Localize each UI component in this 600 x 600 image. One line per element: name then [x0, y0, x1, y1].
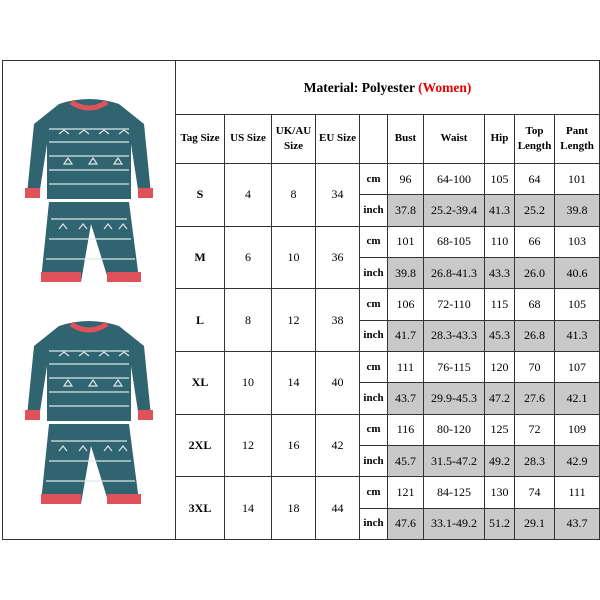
unit-inch-label: inch: [360, 195, 388, 226]
header-hip: Hip: [485, 114, 515, 164]
waist-value: 28.3-43.3: [424, 320, 485, 351]
header-tag-size: Tag Size: [176, 114, 225, 164]
unit-cm-label: cm: [360, 164, 388, 195]
header-us-size: US Size: [225, 114, 272, 164]
unit-inch-label: inch: [360, 445, 388, 476]
tag-size-cell: 3XL: [176, 477, 225, 540]
header-uk-au-size: UK/AU Size: [272, 114, 316, 164]
uk-au-size-cell: 14: [272, 351, 316, 414]
hip-value: 125: [485, 414, 515, 445]
hip-value: 110: [485, 226, 515, 257]
hip-value: 105: [485, 164, 515, 195]
uk-au-size-cell: 18: [272, 477, 316, 540]
hip-value: 120: [485, 351, 515, 382]
bust-value: 111: [388, 351, 424, 382]
unit-inch-label: inch: [360, 258, 388, 289]
product-image-cell: [3, 61, 176, 540]
tag-size-cell: XL: [176, 351, 225, 414]
hip-value: 43.3: [485, 258, 515, 289]
top-length-value: 64: [515, 164, 555, 195]
eu-size-cell: 38: [316, 289, 360, 352]
hip-value: 41.3: [485, 195, 515, 226]
pant-length-value: 40.6: [555, 258, 600, 289]
pant-length-value: 42.9: [555, 445, 600, 476]
bust-value: 96: [388, 164, 424, 195]
top-length-value: 27.6: [515, 383, 555, 414]
waist-value: 25.2-39.4: [424, 195, 485, 226]
pajama-top-shape-2: [25, 321, 153, 421]
eu-size-cell: 42: [316, 414, 360, 477]
header-eu-size: EU Size: [316, 114, 360, 164]
pajama-pants-shape-2: [41, 424, 141, 504]
pant-length-value: 41.3: [555, 320, 600, 351]
header-pant-length: Pant Length: [555, 114, 600, 164]
size-chart-table: [2, 60, 600, 540]
eu-size-cell: 40: [316, 351, 360, 414]
bust-value: 47.6: [388, 508, 424, 540]
waist-value: 26.8-41.3: [424, 258, 485, 289]
hip-value: 130: [485, 477, 515, 508]
gender-label: (Women): [418, 79, 472, 95]
bust-value: 101: [388, 226, 424, 257]
header-unit: [360, 114, 388, 164]
eu-size-cell: 34: [316, 164, 360, 227]
bust-value: 45.7: [388, 445, 424, 476]
eu-size-cell: 44: [316, 477, 360, 540]
tag-size-cell: S: [176, 164, 225, 227]
header-top-length: Top Length: [515, 114, 555, 164]
pant-length-value: 105: [555, 289, 600, 320]
pant-length-value: 111: [555, 477, 600, 508]
bust-value: 41.7: [388, 320, 424, 351]
us-size-cell: 4: [225, 164, 272, 227]
pant-length-value: 103: [555, 226, 600, 257]
material-label: Material: Polyester: [303, 79, 419, 95]
pajama-set-image-top: [19, 84, 159, 294]
pant-length-value: 109: [555, 414, 600, 445]
hip-value: 115: [485, 289, 515, 320]
top-length-value: 25.2: [515, 195, 555, 226]
uk-au-size-cell: 12: [272, 289, 316, 352]
us-size-cell: 8: [225, 289, 272, 352]
material-title: [176, 61, 600, 115]
top-length-value: 72: [515, 414, 555, 445]
pant-length-value: 107: [555, 351, 600, 382]
waist-value: 76-115: [424, 351, 485, 382]
top-length-value: 70: [515, 351, 555, 382]
bust-value: 37.8: [388, 195, 424, 226]
unit-cm-label: cm: [360, 414, 388, 445]
pajama-set-image-bottom: [19, 306, 159, 516]
us-size-cell: 10: [225, 351, 272, 414]
uk-au-size-cell: 8: [272, 164, 316, 227]
pant-length-value: 43.7: [555, 508, 600, 540]
pajama-pants-shape: [41, 202, 141, 282]
unit-cm-label: cm: [360, 289, 388, 320]
pant-length-value: 42.1: [555, 383, 600, 414]
unit-inch-label: inch: [360, 383, 388, 414]
eu-size-cell: 36: [316, 226, 360, 289]
waist-value: 68-105: [424, 226, 485, 257]
tag-size-cell: 2XL: [176, 414, 225, 477]
pant-length-value: 39.8: [555, 195, 600, 226]
bust-value: 39.8: [388, 258, 424, 289]
uk-au-size-cell: 10: [272, 226, 316, 289]
pant-length-value: 101: [555, 164, 600, 195]
top-length-value: 66: [515, 226, 555, 257]
us-size-cell: 6: [225, 226, 272, 289]
waist-value: 72-110: [424, 289, 485, 320]
top-length-value: 29.1: [515, 508, 555, 540]
pajama-top-shape: [25, 99, 153, 199]
top-length-value: 26.8: [515, 320, 555, 351]
header-waist: Waist: [424, 114, 485, 164]
bust-value: 116: [388, 414, 424, 445]
hip-value: 47.2: [485, 383, 515, 414]
bust-value: 121: [388, 477, 424, 508]
waist-value: 33.1-49.2: [424, 508, 485, 540]
unit-cm-label: cm: [360, 226, 388, 257]
top-length-value: 74: [515, 477, 555, 508]
us-size-cell: 14: [225, 477, 272, 540]
tag-size-cell: M: [176, 226, 225, 289]
uk-au-size-cell: 16: [272, 414, 316, 477]
bust-value: 106: [388, 289, 424, 320]
hip-value: 51.2: [485, 508, 515, 540]
unit-inch-label: inch: [360, 508, 388, 540]
us-size-cell: 12: [225, 414, 272, 477]
hip-value: 45.3: [485, 320, 515, 351]
header-bust: Bust: [388, 114, 424, 164]
top-length-value: 28.3: [515, 445, 555, 476]
unit-cm-label: cm: [360, 477, 388, 508]
waist-value: 64-100: [424, 164, 485, 195]
unit-inch-label: inch: [360, 320, 388, 351]
waist-value: 80-120: [424, 414, 485, 445]
waist-value: 84-125: [424, 477, 485, 508]
top-length-value: 26.0: [515, 258, 555, 289]
unit-cm-label: cm: [360, 351, 388, 382]
waist-value: 29.9-45.3: [424, 383, 485, 414]
tag-size-cell: L: [176, 289, 225, 352]
top-length-value: 68: [515, 289, 555, 320]
waist-value: 31.5-47.2: [424, 445, 485, 476]
hip-value: 49.2: [485, 445, 515, 476]
bust-value: 43.7: [388, 383, 424, 414]
